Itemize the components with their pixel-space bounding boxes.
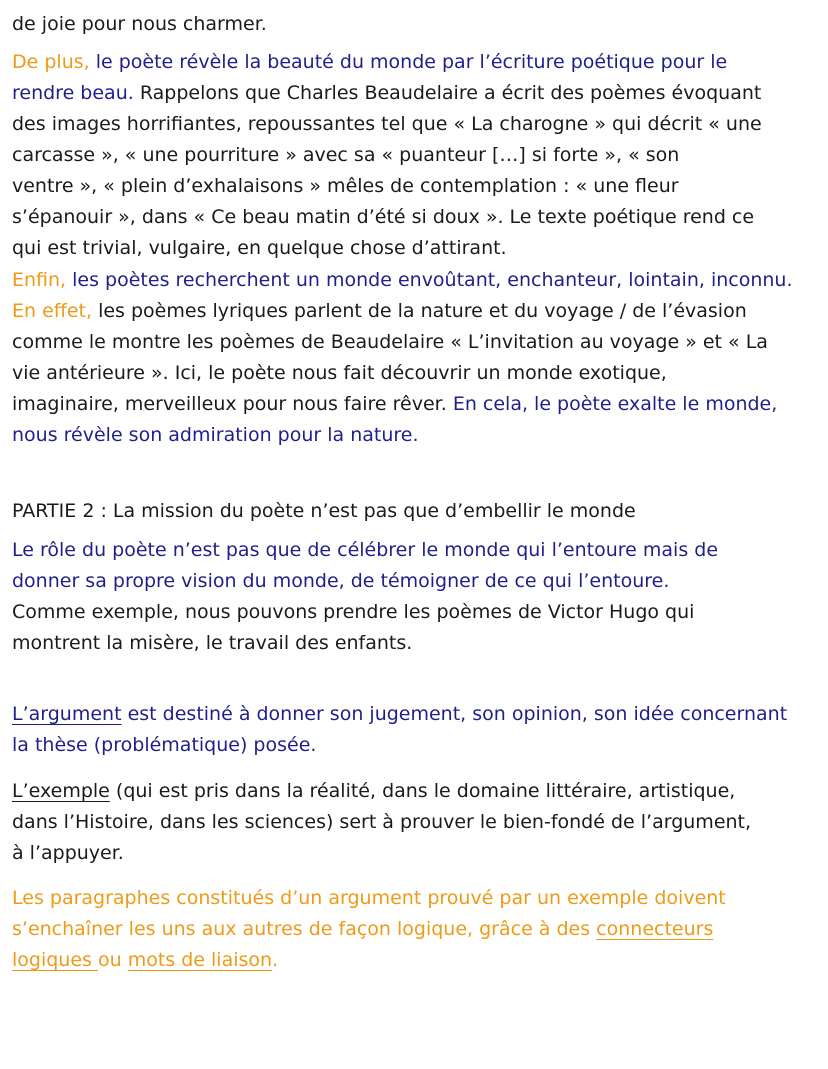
- text-line: [12, 389, 812, 420]
- text-line: nous révèle son admiration pour la nature.: [12, 424, 419, 446]
- definition-text: est destiné à donner son jugement, son opinion, son idée concernant: [121, 703, 788, 725]
- definition-text: la thèse (problématique) posée.: [12, 734, 317, 756]
- text-line: carcasse », « une pourriture » avec sa « puanteur […] si forte », « son: [12, 144, 680, 166]
- text-line: qui est trivial, vulgaire, en quelque chose d’attirant.: [12, 237, 507, 259]
- text-line: [12, 914, 812, 945]
- example-text: imaginaire, merveilleux pour nous faire rêver.: [12, 393, 447, 415]
- text-line: [12, 78, 812, 109]
- argument-text: le poète révèle la beauté du monde par l’écriture poétique pour le: [89, 51, 728, 73]
- paragraph-enfin: [12, 265, 812, 451]
- part-2-heading: [12, 496, 812, 527]
- example-text: les poèmes lyriques parlent de la nature et du voyage / de l’évasion: [92, 300, 747, 322]
- example-text: montrent la misère, le travail des enfants.: [12, 632, 413, 654]
- definition-text: à l’appuyer.: [12, 842, 124, 864]
- text-line: des images horrifiantes, repoussantes tel que « La charogne » qui décrit « une: [12, 113, 762, 135]
- link-logiques: logiques: [12, 949, 98, 971]
- text-line: s’épanouir », dans « Ce beau matin d’été si doux ». Le texte poétique rend ce: [12, 206, 755, 228]
- definition-exemple: [12, 776, 812, 869]
- text-line: [12, 776, 812, 807]
- argument-text: donner sa propre vision du monde, de témoigner de ce qui l’entoure.: [12, 570, 670, 592]
- text-line: [12, 47, 812, 78]
- paragraph-de-plus: [12, 47, 812, 264]
- definition-text: dans l’Histoire, dans les sciences) sert à prouver le bien-fondé de l’argument,: [12, 811, 752, 833]
- text-line: de joie pour nous charmer.: [12, 13, 267, 35]
- paragraph-rule: [12, 883, 812, 976]
- argument-text: Le rôle du poète n’est pas que de célébrer le monde qui l’entoure mais de: [12, 539, 719, 561]
- conclusion-text: En cela, le poète exalte le monde,: [446, 393, 778, 415]
- example-text: Comme exemple, nous pouvons prendre les poèmes de Victor Hugo qui: [12, 601, 695, 623]
- text-line: [12, 699, 812, 730]
- connector-enfin: Enfin,: [12, 269, 67, 291]
- definition-text: (qui est pris dans la réalité, dans le domaine littéraire, artistique,: [109, 780, 736, 802]
- term-argument: L’argument: [12, 703, 122, 725]
- text-line: comme le montre les poèmes de Beaudelaire « L’invitation au voyage » et « La: [12, 331, 768, 353]
- paragraph-partie-2: [12, 535, 812, 659]
- term-exemple: L’exemple: [12, 780, 110, 802]
- link-mots-de-liaison: mots de liaison: [127, 949, 273, 971]
- rule-text: ou: [97, 949, 128, 971]
- rule-text: s’enchaîner les uns aux autres de façon logique, grâce à des: [12, 918, 597, 940]
- text-line: [12, 945, 812, 976]
- text-line: [12, 296, 812, 327]
- argument-text: rendre beau.: [12, 82, 134, 104]
- section-title: PARTIE 2 : La mission du poète n’est pas que d’embellir le monde: [12, 500, 636, 522]
- rule-text: .: [272, 949, 279, 971]
- argument-text: les poètes recherchent un monde envoûtant, enchanteur, lointain, inconnu.: [66, 269, 793, 291]
- rule-text: Les paragraphes constitués d’un argument prouvé par un exemple doivent: [12, 887, 726, 909]
- definition-argument: [12, 699, 812, 761]
- connector-de-plus: De plus,: [12, 51, 90, 73]
- text-line: vie antérieure ». Ici, le poète nous fait découvrir un monde exotique,: [12, 362, 667, 384]
- example-text: Rappelons que Charles Beaudelaire a écrit des poèmes évoquant: [133, 82, 762, 104]
- connector-en-effet: En effet,: [12, 300, 93, 322]
- text-line: [12, 265, 812, 296]
- link-connecteurs: connecteurs: [596, 918, 714, 940]
- paragraph-intro-tail: [12, 9, 812, 40]
- text-line: ventre », « plein d’exhalaisons » mêles de contemplation : « une fleur: [12, 175, 679, 197]
